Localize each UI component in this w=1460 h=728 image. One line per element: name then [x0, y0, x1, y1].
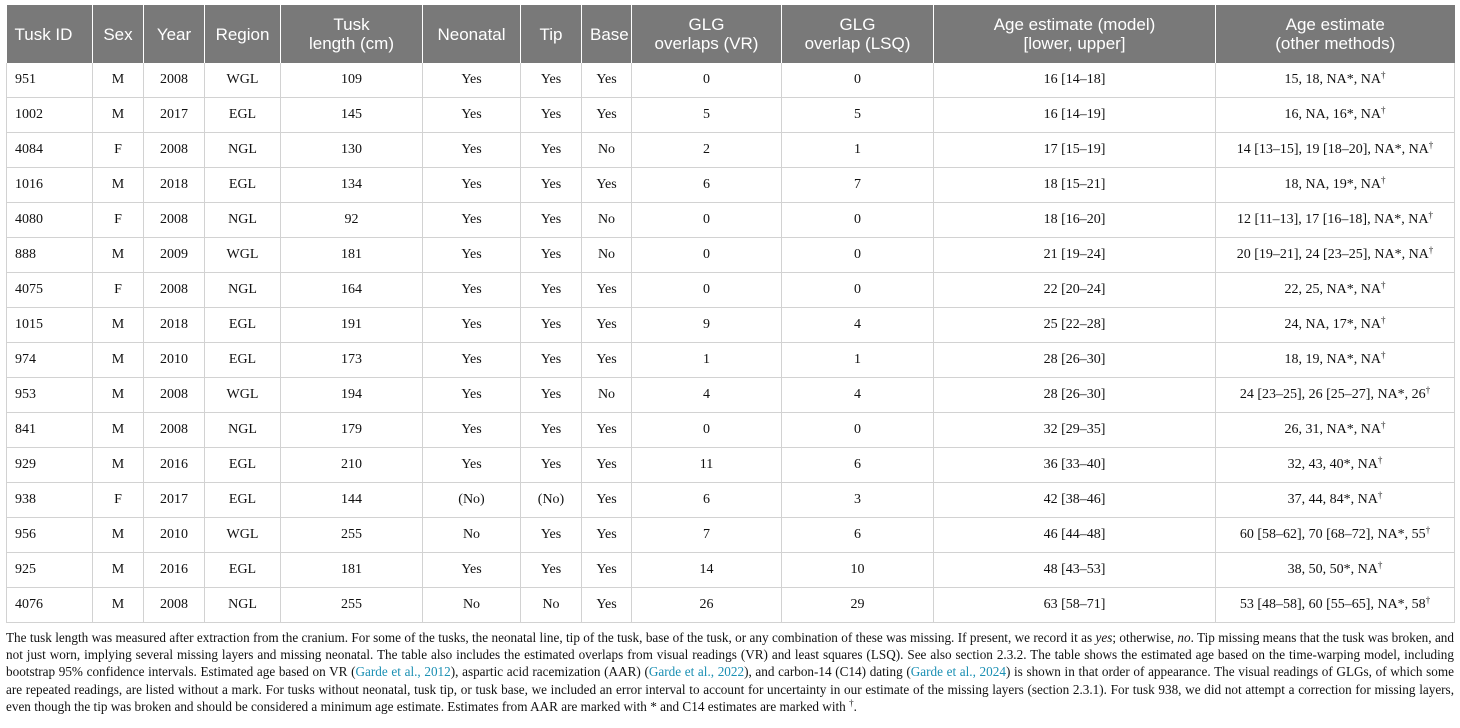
table-footnote: The tusk length was measured after extraction from the cranium. For some of the tusks, the neonatal line, tip of the tusk, base of the tusk, or any combination of these was missing. If present, we record it as yes; otherwise, no. Tip missing means that the tusk was broken, and not just worn, implying several missing layers and missing neonatal. The table also includes the estimated overlaps from visual readings (VR) and least squares (LSQ). See also section 2.3.2. The table shows the estimated age based on the time-warping model, including bootstrap 95% confidence intervals. Estimated age based on VR (Garde et al., 2012), aspartic acid racemization (AAR) (Garde et al., 2022), and carbon-14 (C14) dating (Garde et al., 2024) is shown in that order of appearance. The visual readings of GLGs, of which some are repeated readings, are listed without a mark. For tusks without neonatal, tusk tip, or tusk base, we included an error interval to account for uncertainty in our estimate of the missing layers (section 2.3.1). For tusk 938, we did not attempt a correction for missing layers, even though the tip was broken and should be considered a minimum age estimate. Estimates from AAR are marked with * and C14 estimates are marked with †.: [6, 630, 1454, 714]
table-body: [7, 63, 1455, 623]
cell-base: Yes: [582, 63, 632, 98]
cell-region: EGL: [205, 343, 281, 378]
cell-glg-lsq: 6: [782, 518, 934, 553]
cell-age-other: 16, NA, 16*, NA†: [1216, 98, 1455, 133]
cell-neonatal: Yes: [423, 238, 521, 273]
cell-neonatal: Yes: [423, 168, 521, 203]
cell-year: 2018: [144, 308, 205, 343]
cell-tusk-length: 181: [281, 238, 423, 273]
header-neonatal: Neonatal: [423, 5, 521, 63]
cell-year: 2008: [144, 63, 205, 98]
cell-tusk-id: 841: [7, 413, 93, 448]
cell-neonatal: Yes: [423, 133, 521, 168]
cell-age-other: 53 [48–58], 60 [55–65], NA*, 58†: [1216, 588, 1455, 623]
cell-age-model: 63 [58–71]: [934, 588, 1216, 623]
cell-glg-vr: 14: [632, 553, 782, 588]
citation-link-garde-2022[interactable]: Garde et al., 2022: [648, 664, 745, 680]
cell-neonatal: Yes: [423, 63, 521, 98]
header-region: Region: [205, 5, 281, 63]
table-row: [7, 518, 1455, 553]
cell-tip: Yes: [521, 238, 582, 273]
cell-year: 2010: [144, 343, 205, 378]
cell-glg-lsq: 0: [782, 203, 934, 238]
cell-sex: M: [93, 518, 144, 553]
cell-year: 2008: [144, 273, 205, 308]
cell-sex: F: [93, 273, 144, 308]
cell-base: Yes: [582, 483, 632, 518]
cell-region: EGL: [205, 98, 281, 133]
cell-region: EGL: [205, 448, 281, 483]
table-row: [7, 448, 1455, 483]
cell-base: No: [582, 238, 632, 273]
cell-glg-vr: 6: [632, 168, 782, 203]
cell-region: NGL: [205, 413, 281, 448]
cell-glg-vr: 0: [632, 273, 782, 308]
cell-age-model: 21 [19–24]: [934, 238, 1216, 273]
cell-sex: M: [93, 588, 144, 623]
cell-tip: Yes: [521, 168, 582, 203]
cell-tip: Yes: [521, 273, 582, 308]
cell-tusk-length: 173: [281, 343, 423, 378]
cell-base: No: [582, 133, 632, 168]
cell-tip: Yes: [521, 518, 582, 553]
cell-tip: (No): [521, 483, 582, 518]
cell-age-model: 25 [22–28]: [934, 308, 1216, 343]
cell-tusk-length: 145: [281, 98, 423, 133]
cell-tusk-id: 929: [7, 448, 93, 483]
tusk-age-table: [6, 5, 1455, 623]
cell-tusk-length: 92: [281, 203, 423, 238]
cell-tusk-length: 210: [281, 448, 423, 483]
cell-tusk-length: 191: [281, 308, 423, 343]
cell-sex: M: [93, 413, 144, 448]
cell-region: EGL: [205, 168, 281, 203]
cell-age-other: 15, 18, NA*, NA†: [1216, 63, 1455, 98]
cell-year: 2008: [144, 203, 205, 238]
cell-glg-lsq: 4: [782, 308, 934, 343]
cell-sex: M: [93, 378, 144, 413]
cell-age-other: 24, NA, 17*, NA†: [1216, 308, 1455, 343]
cell-year: 2017: [144, 483, 205, 518]
cell-tusk-id: 4080: [7, 203, 93, 238]
cell-glg-vr: 0: [632, 203, 782, 238]
cell-tusk-id: 1016: [7, 168, 93, 203]
cell-age-model: 46 [44–48]: [934, 518, 1216, 553]
cell-glg-lsq: 29: [782, 588, 934, 623]
cell-age-other: 14 [13–15], 19 [18–20], NA*, NA†: [1216, 133, 1455, 168]
header-tip: Tip: [521, 5, 582, 63]
table-row: [7, 343, 1455, 378]
table-row: [7, 483, 1455, 518]
cell-tusk-length: 255: [281, 518, 423, 553]
cell-glg-lsq: 0: [782, 413, 934, 448]
cell-tip: Yes: [521, 308, 582, 343]
table-row: [7, 273, 1455, 308]
cell-glg-lsq: 1: [782, 343, 934, 378]
cell-region: WGL: [205, 518, 281, 553]
cell-tip: Yes: [521, 553, 582, 588]
cell-year: 2016: [144, 448, 205, 483]
cell-tusk-id: 951: [7, 63, 93, 98]
cell-glg-vr: 11: [632, 448, 782, 483]
cell-glg-lsq: 1: [782, 133, 934, 168]
cell-tusk-length: 179: [281, 413, 423, 448]
cell-age-other: 18, NA, 19*, NA†: [1216, 168, 1455, 203]
cell-base: No: [582, 203, 632, 238]
cell-tusk-length: 164: [281, 273, 423, 308]
cell-tip: Yes: [521, 448, 582, 483]
cell-tusk-id: 1002: [7, 98, 93, 133]
cell-sex: M: [93, 448, 144, 483]
cell-neonatal: Yes: [423, 273, 521, 308]
cell-tusk-length: 255: [281, 588, 423, 623]
cell-tip: Yes: [521, 133, 582, 168]
cell-age-other: 18, 19, NA*, NA†: [1216, 343, 1455, 378]
cell-age-model: 48 [43–53]: [934, 553, 1216, 588]
cell-tusk-id: 956: [7, 518, 93, 553]
cell-tip: Yes: [521, 413, 582, 448]
cell-glg-vr: 1: [632, 343, 782, 378]
cell-sex: M: [93, 238, 144, 273]
table-row: [7, 238, 1455, 273]
cell-glg-lsq: 7: [782, 168, 934, 203]
cell-sex: M: [93, 308, 144, 343]
cell-age-model: 36 [33–40]: [934, 448, 1216, 483]
cell-age-model: 22 [20–24]: [934, 273, 1216, 308]
cell-year: 2008: [144, 588, 205, 623]
cell-tusk-length: 130: [281, 133, 423, 168]
table-row: [7, 378, 1455, 413]
table-row: [7, 203, 1455, 238]
cell-region: EGL: [205, 553, 281, 588]
cell-age-other: 22, 25, NA*, NA†: [1216, 273, 1455, 308]
cell-tusk-length: 181: [281, 553, 423, 588]
table-row: [7, 133, 1455, 168]
cell-year: 2016: [144, 553, 205, 588]
cell-neonatal: Yes: [423, 553, 521, 588]
header-age-estimate-model: Age estimate (model) [lower, upper]: [934, 5, 1216, 63]
cell-tusk-id: 953: [7, 378, 93, 413]
table-row: [7, 308, 1455, 343]
cell-year: 2008: [144, 413, 205, 448]
cell-glg-lsq: 5: [782, 98, 934, 133]
header-base: Base: [582, 5, 632, 63]
cell-base: Yes: [582, 553, 632, 588]
cell-tusk-id: 938: [7, 483, 93, 518]
cell-tip: Yes: [521, 378, 582, 413]
table-figure: [6, 5, 1454, 728]
cell-age-other: 32, 43, 40*, NA†: [1216, 448, 1455, 483]
table-header-row: [7, 5, 1455, 63]
cell-region: WGL: [205, 378, 281, 413]
cell-sex: F: [93, 133, 144, 168]
table-row: [7, 553, 1455, 588]
cell-neonatal: Yes: [423, 343, 521, 378]
cell-neonatal: No: [423, 588, 521, 623]
cell-base: No: [582, 378, 632, 413]
cell-age-other: 24 [23–25], 26 [25–27], NA*, 26†: [1216, 378, 1455, 413]
cell-glg-lsq: 4: [782, 378, 934, 413]
table-row: [7, 98, 1455, 133]
cell-tusk-id: 4075: [7, 273, 93, 308]
header-glg-overlap-lsq: GLG overlap (LSQ): [782, 5, 934, 63]
cell-tip: Yes: [521, 203, 582, 238]
cell-tip: Yes: [521, 63, 582, 98]
cell-age-model: 32 [29–35]: [934, 413, 1216, 448]
cell-sex: F: [93, 203, 144, 238]
cell-year: 2018: [144, 168, 205, 203]
table-row: [7, 413, 1455, 448]
cell-glg-vr: 7: [632, 518, 782, 553]
cell-region: WGL: [205, 63, 281, 98]
cell-year: 2017: [144, 98, 205, 133]
cell-glg-vr: 9: [632, 308, 782, 343]
cell-tip: No: [521, 588, 582, 623]
cell-region: NGL: [205, 588, 281, 623]
cell-tusk-length: 109: [281, 63, 423, 98]
cell-glg-vr: 2: [632, 133, 782, 168]
cell-age-model: 16 [14–18]: [934, 63, 1216, 98]
cell-tusk-length: 134: [281, 168, 423, 203]
cell-age-other: 26, 31, NA*, NA†: [1216, 413, 1455, 448]
cell-region: WGL: [205, 238, 281, 273]
cell-sex: M: [93, 63, 144, 98]
cell-age-other: 12 [11–13], 17 [16–18], NA*, NA†: [1216, 203, 1455, 238]
table-row: [7, 588, 1455, 623]
cell-tusk-id: 4076: [7, 588, 93, 623]
cell-sex: F: [93, 483, 144, 518]
cell-glg-vr: 5: [632, 98, 782, 133]
cell-neonatal: Yes: [423, 98, 521, 133]
cell-age-model: 18 [16–20]: [934, 203, 1216, 238]
cell-glg-lsq: 0: [782, 273, 934, 308]
cell-base: Yes: [582, 448, 632, 483]
cell-sex: M: [93, 553, 144, 588]
cell-tusk-id: 1015: [7, 308, 93, 343]
cell-age-other: 38, 50, 50*, NA†: [1216, 553, 1455, 588]
cell-tusk-id: 925: [7, 553, 93, 588]
cell-glg-lsq: 0: [782, 63, 934, 98]
cell-year: 2008: [144, 133, 205, 168]
cell-glg-lsq: 3: [782, 483, 934, 518]
cell-glg-vr: 6: [632, 483, 782, 518]
cell-tusk-length: 194: [281, 378, 423, 413]
cell-base: Yes: [582, 343, 632, 378]
cell-age-other: 37, 44, 84*, NA†: [1216, 483, 1455, 518]
citation-link-garde-2024[interactable]: Garde et al., 2024: [910, 664, 1006, 680]
header-age-estimate-other: Age estimate (other methods): [1216, 5, 1455, 63]
cell-base: Yes: [582, 588, 632, 623]
cell-tusk-id: 974: [7, 343, 93, 378]
cell-sex: M: [93, 168, 144, 203]
cell-region: EGL: [205, 483, 281, 518]
header-sex: Sex: [93, 5, 144, 63]
cell-glg-lsq: 0: [782, 238, 934, 273]
cell-region: NGL: [205, 133, 281, 168]
cell-tip: Yes: [521, 98, 582, 133]
cell-base: Yes: [582, 168, 632, 203]
header-tusk-length: Tusk length (cm): [281, 5, 423, 63]
cell-age-model: 18 [15–21]: [934, 168, 1216, 203]
cell-age-model: 17 [15–19]: [934, 133, 1216, 168]
cell-glg-lsq: 6: [782, 448, 934, 483]
cell-age-model: 28 [26–30]: [934, 378, 1216, 413]
cell-age-other: 20 [19–21], 24 [23–25], NA*, NA†: [1216, 238, 1455, 273]
cell-tip: Yes: [521, 343, 582, 378]
cell-base: Yes: [582, 308, 632, 343]
cell-tusk-id: 888: [7, 238, 93, 273]
table-row: [7, 168, 1455, 203]
cell-glg-lsq: 10: [782, 553, 934, 588]
cell-neonatal: Yes: [423, 308, 521, 343]
cell-age-model: 42 [38–46]: [934, 483, 1216, 518]
cell-age-model: 16 [14–19]: [934, 98, 1216, 133]
cell-glg-vr: 26: [632, 588, 782, 623]
cell-year: 2010: [144, 518, 205, 553]
cell-base: Yes: [582, 273, 632, 308]
cell-tusk-length: 144: [281, 483, 423, 518]
cell-age-other: 60 [58–62], 70 [68–72], NA*, 55†: [1216, 518, 1455, 553]
citation-link-garde-2012[interactable]: Garde et al., 2012: [355, 664, 451, 680]
cell-glg-vr: 0: [632, 63, 782, 98]
cell-base: Yes: [582, 518, 632, 553]
cell-base: Yes: [582, 98, 632, 133]
cell-neonatal: (No): [423, 483, 521, 518]
cell-neonatal: Yes: [423, 448, 521, 483]
cell-neonatal: Yes: [423, 413, 521, 448]
table-row: [7, 63, 1455, 98]
cell-region: EGL: [205, 308, 281, 343]
cell-tusk-id: 4084: [7, 133, 93, 168]
cell-sex: M: [93, 98, 144, 133]
cell-region: NGL: [205, 203, 281, 238]
cell-base: Yes: [582, 413, 632, 448]
cell-age-model: 28 [26–30]: [934, 343, 1216, 378]
cell-year: 2009: [144, 238, 205, 273]
cell-neonatal: Yes: [423, 203, 521, 238]
cell-sex: M: [93, 343, 144, 378]
header-tusk-id: Tusk ID: [7, 5, 93, 63]
cell-glg-vr: 4: [632, 378, 782, 413]
cell-neonatal: Yes: [423, 378, 521, 413]
header-glg-overlaps-vr: GLG overlaps (VR): [632, 5, 782, 63]
cell-glg-vr: 0: [632, 238, 782, 273]
header-year: Year: [144, 5, 205, 63]
cell-region: NGL: [205, 273, 281, 308]
cell-year: 2008: [144, 378, 205, 413]
cell-glg-vr: 0: [632, 413, 782, 448]
cell-neonatal: No: [423, 518, 521, 553]
